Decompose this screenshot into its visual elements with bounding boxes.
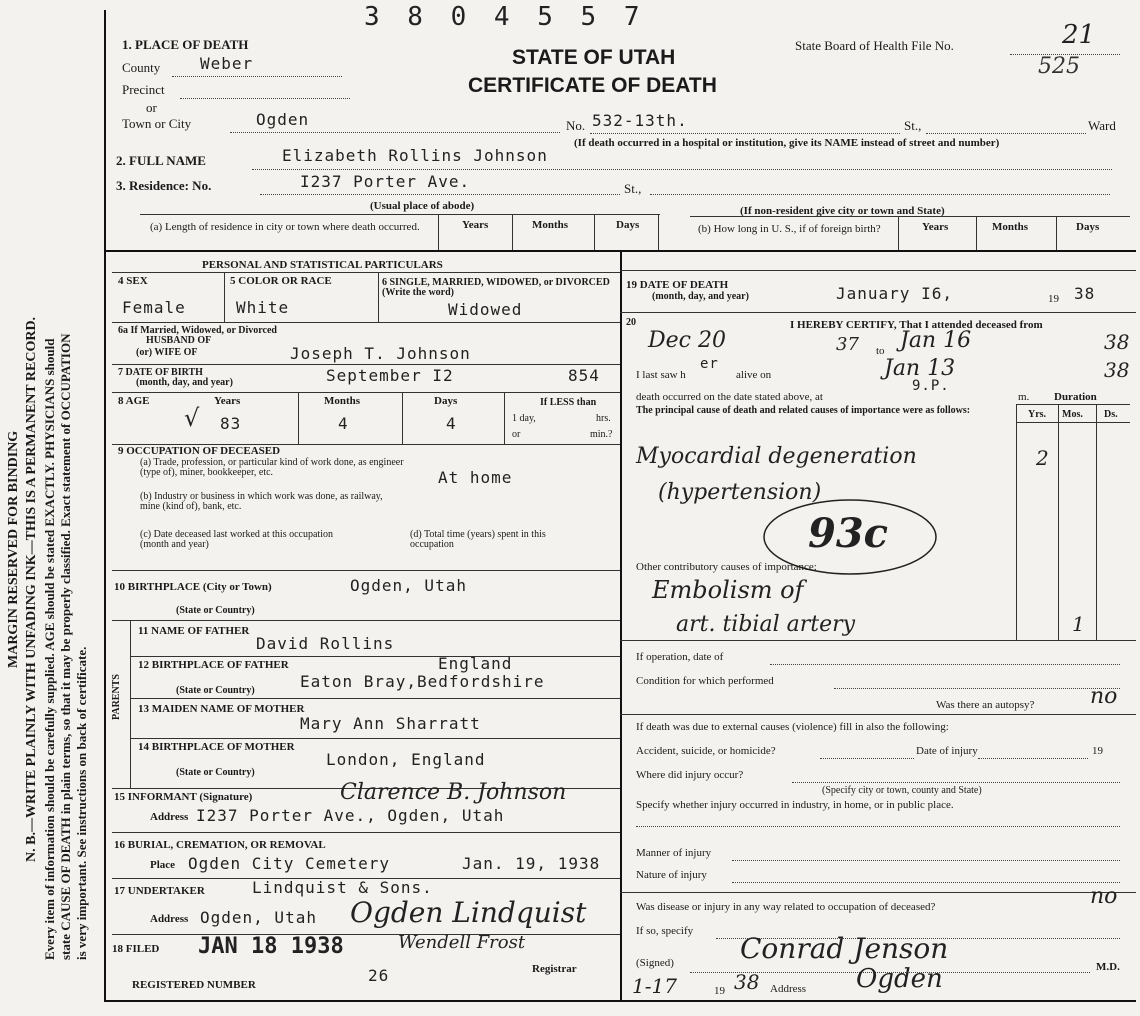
permanent-record-note: N. B.—WRITE PLAINLY WITH UNFADING INK—THIS IS A PERMANENT RECORD. bbox=[24, 316, 39, 862]
undertaker-value: Lindquist & Sons. bbox=[252, 878, 433, 897]
col-divider bbox=[594, 214, 595, 250]
last-alive-year: 38 bbox=[1104, 358, 1130, 382]
duration-grid-col bbox=[1058, 404, 1059, 640]
occupation-value: At home bbox=[438, 468, 513, 487]
to-label: to bbox=[876, 345, 885, 357]
sex-value: Female bbox=[122, 298, 186, 317]
col-divider bbox=[898, 216, 899, 250]
instruction-line-1: Every item of information should be carefully supplied. AGE should be stated EXACTLY. PHYSICIANS should bbox=[42, 338, 57, 960]
physician-address-label: Address bbox=[770, 983, 807, 995]
col-divider bbox=[378, 272, 379, 322]
autopsy-label: Was there an autopsy? bbox=[936, 699, 1035, 711]
cause-code: 93c bbox=[808, 510, 889, 557]
col-divider bbox=[402, 392, 403, 444]
age-checkmark: √ bbox=[184, 404, 200, 432]
alive-on-label: alive on bbox=[736, 369, 772, 381]
usual-abode-note: (Usual place of abode) bbox=[370, 200, 475, 212]
parents-box-left bbox=[130, 620, 131, 788]
row-line bbox=[620, 640, 1136, 641]
contributory-cause-2: art. tibial artery bbox=[676, 612, 856, 637]
residence-years-label: Years bbox=[462, 219, 489, 231]
burial-place-value: Ogden City Cemetery bbox=[188, 854, 391, 873]
dob-label: 7 DATE OF BIRTH bbox=[118, 367, 203, 378]
date-of-death-value: January I6, bbox=[836, 284, 953, 303]
row-line bbox=[112, 832, 620, 833]
industry-line bbox=[636, 826, 1120, 827]
mother-name-value: Mary Ann Sharratt bbox=[300, 714, 481, 733]
registrar-signature: Wendell Frost bbox=[398, 932, 526, 953]
signature-year-prefix: 19 bbox=[714, 985, 725, 997]
state-heading: STATE OF UTAH bbox=[512, 46, 676, 69]
row-line bbox=[620, 312, 1136, 313]
signature-date: 1-17 bbox=[632, 974, 677, 998]
binding-margin bbox=[0, 0, 100, 1016]
age-min-label: min.? bbox=[590, 429, 613, 440]
date-of-death-sub: (month, day, and year) bbox=[652, 291, 749, 302]
last-saw-er: er bbox=[700, 356, 719, 372]
age-or-label: or bbox=[512, 429, 521, 440]
m-label: m. bbox=[1018, 391, 1030, 403]
mother-birthplace-value: London, England bbox=[326, 750, 486, 769]
father-birthplace-value: Eaton Bray,Bedfordshire bbox=[300, 672, 545, 691]
birthplace-value: Ogden, Utah bbox=[350, 576, 467, 595]
condition-line bbox=[834, 688, 1120, 689]
death-year-value: 38 bbox=[1074, 284, 1096, 303]
manner-label: Manner of injury bbox=[636, 847, 712, 859]
physician-address: Ogden bbox=[856, 964, 943, 994]
injury-date-line bbox=[978, 758, 1088, 759]
duration-yrs-label: Yrs. bbox=[1028, 409, 1047, 420]
mother-birthplace-sub: (State or Country) bbox=[176, 767, 255, 778]
residence-line bbox=[260, 194, 620, 195]
or-label: or bbox=[146, 100, 157, 115]
where-injury-line bbox=[792, 782, 1120, 783]
occupation-c-label: (c) Date deceased last worked at this occupation (month and year) bbox=[140, 529, 333, 550]
dob-sub: (month, day, and year) bbox=[136, 377, 233, 388]
full-name-line bbox=[252, 169, 1112, 170]
age-hrs-label: hrs. bbox=[596, 413, 611, 424]
residence-city-line bbox=[650, 194, 1110, 195]
spouse-value: Joseph T. Johnson bbox=[290, 344, 471, 363]
occupation-related-answer: no bbox=[1090, 884, 1118, 909]
contributory-label: Other contributory causes of importance: bbox=[636, 561, 817, 573]
file-number-label: State Board of Health File No. bbox=[795, 38, 954, 53]
column-divider bbox=[620, 250, 622, 1000]
non-resident-note: (If non-resident give city or town and State) bbox=[740, 205, 945, 217]
length-residence-label: (a) Length of residence in city or town where death occurred. bbox=[150, 221, 420, 233]
age-label: 8 AGE bbox=[118, 395, 150, 407]
manner-line bbox=[732, 860, 1120, 861]
last-saw-label: I last saw h bbox=[636, 369, 686, 381]
age-days-value: 4 bbox=[446, 414, 457, 433]
specify-city-note: (Specify city or town, county and State) bbox=[822, 785, 982, 796]
row-line bbox=[112, 272, 620, 273]
filed-date-stamp: JAN 18 1938 bbox=[198, 934, 344, 959]
instruction-line-3: is very important. See instructions on back of certificate. bbox=[74, 646, 89, 960]
duration-grid-left bbox=[1016, 404, 1017, 640]
contributory-cause-months: 1 bbox=[1072, 612, 1085, 636]
signature-year: 38 bbox=[734, 970, 760, 994]
injury-year-prefix: 19 bbox=[1092, 745, 1103, 757]
precinct-line bbox=[180, 98, 350, 99]
age-day-label: 1 day, bbox=[512, 413, 536, 424]
primary-cause-years: 2 bbox=[1036, 446, 1049, 470]
spouse-label-2: HUSBAND OF bbox=[146, 335, 212, 346]
stamp-number: 3 8 0 4 5 5 7 bbox=[364, 2, 646, 32]
filed-label: 18 FILED bbox=[112, 943, 160, 955]
dob-year: 854 bbox=[568, 366, 600, 385]
precinct-label: Precinct bbox=[122, 82, 165, 97]
full-name-label: 2. FULL NAME bbox=[116, 153, 206, 168]
col-divider bbox=[224, 272, 225, 322]
mother-name-label: 13 MAIDEN NAME OF MOTHER bbox=[138, 703, 305, 715]
duration-mos-label: Mos. bbox=[1062, 409, 1083, 420]
row-line bbox=[620, 714, 1136, 715]
injury-date-label: Date of injury bbox=[916, 745, 978, 757]
autopsy-answer: no bbox=[1090, 684, 1118, 709]
attended-to-year: 38 bbox=[1104, 330, 1130, 354]
where-injury-label: Where did injury occur? bbox=[636, 769, 744, 781]
condition-label: Condition for which performed bbox=[636, 675, 774, 687]
ward-line bbox=[926, 133, 1086, 134]
color-value: White bbox=[236, 298, 290, 317]
row-line bbox=[112, 392, 620, 393]
occupation-related-label: Was disease or injury in any way related to occupation of deceased? bbox=[636, 901, 936, 913]
residence-value: I237 Porter Ave. bbox=[300, 172, 471, 191]
father-birthplace-country: England bbox=[438, 654, 513, 673]
accident-label: Accident, suicide, or homicide? bbox=[636, 745, 776, 757]
occupation-d-label: (d) Total time (years) spent in this occupation bbox=[410, 529, 546, 550]
accident-line bbox=[820, 758, 914, 759]
occupation-b-label: (b) Industry or business in which work was done, as railway, mine (kind of), bank, etc. bbox=[140, 491, 383, 512]
birthplace-label: 10 BIRTHPLACE (City or Town) bbox=[114, 581, 272, 593]
informant-signature: Clarence B. Johnson bbox=[340, 780, 567, 805]
undertaker-label: 17 UNDERTAKER bbox=[114, 885, 205, 897]
residence-street-label: St., bbox=[624, 181, 642, 196]
registered-number-value: 26 bbox=[368, 966, 390, 985]
nature-label: Nature of injury bbox=[636, 869, 707, 881]
certify-text: I HEREBY CERTIFY, That I attended deceased from bbox=[790, 319, 1043, 331]
signed-label: (Signed) bbox=[636, 957, 674, 969]
col-divider bbox=[1056, 216, 1057, 250]
father-birthplace-sub: (State or Country) bbox=[176, 685, 255, 696]
county-line bbox=[172, 76, 342, 77]
foreign-birth-label: (b) How long in U. S., if of foreign birth? bbox=[698, 223, 881, 235]
spouse-label-1: 6a If Married, Widowed, or Divorced bbox=[118, 325, 277, 336]
town-value: Ogden bbox=[256, 110, 310, 129]
registrar-label: Registrar bbox=[532, 963, 577, 975]
age-less-than-label: If LESS than bbox=[540, 397, 597, 408]
operation-label: If operation, date of bbox=[636, 651, 724, 663]
physician-signature: Conrad Jenson bbox=[740, 932, 949, 965]
certificate-title: CERTIFICATE OF DEATH bbox=[468, 74, 717, 97]
us-days-label: Days bbox=[1076, 221, 1100, 233]
external-causes-label: If death was due to external causes (violence) fill in also the following: bbox=[636, 721, 949, 733]
burial-place-label: Place bbox=[150, 859, 176, 871]
burial-date-value: Jan. 19, 1938 bbox=[462, 854, 601, 873]
last-alive-date: Jan 13 bbox=[884, 356, 956, 381]
birthplace-state-label: (State or Country) bbox=[176, 605, 255, 616]
occupation-a-label: (a) Trade, profession, or particular kind of work done, as engineer (type of), miner, bookkeeper, etc. bbox=[140, 457, 404, 478]
col-divider bbox=[512, 214, 513, 250]
secondary-cause: (hypertension) bbox=[658, 480, 822, 505]
residence-days-label: Days bbox=[616, 219, 640, 231]
parents-side-label: PARENTS bbox=[111, 674, 122, 720]
col-divider bbox=[504, 392, 505, 444]
instruction-line-2: state CAUSE OF DEATH in plain terms, so that it may be properly classified. Exact statement of OCCUPATION bbox=[58, 333, 73, 960]
street-line bbox=[590, 133, 900, 134]
death-year-prefix: 19 bbox=[1048, 293, 1059, 305]
row-line bbox=[620, 892, 1136, 893]
principal-cause-label: The principal cause of death and related causes of importance were as follows: bbox=[636, 405, 971, 416]
occurred-label: death occurred on the date stated above, at bbox=[636, 391, 823, 403]
hospital-note: (If death occurred in a hospital or institution, give its NAME instead of street and number) bbox=[574, 137, 1000, 149]
marital-label: 6 SINGLE, MARRIED, WIDOWED, or DIVORCED (Write the word) bbox=[382, 277, 610, 298]
street-no-value: 532-13th. bbox=[592, 111, 688, 130]
attended-to-date: Jan 16 bbox=[900, 328, 972, 353]
operation-line bbox=[770, 664, 1120, 665]
spouse-label-3: (or) WIFE OF bbox=[136, 347, 198, 358]
undertaker-address-label: Address bbox=[150, 913, 189, 925]
age-years-label: Years bbox=[214, 395, 241, 407]
row-line bbox=[112, 322, 620, 323]
specify-industry-label: Specify whether injury occurred in industry, in home, or in public place. bbox=[636, 799, 954, 811]
informant-address-value: I237 Porter Ave., Ogden, Utah bbox=[196, 806, 505, 825]
dob-value: September I2 bbox=[326, 366, 454, 385]
undertaker-address-value: Ogden, Utah bbox=[200, 908, 317, 927]
age-days-label: Days bbox=[434, 395, 458, 407]
informant-address-label: Address bbox=[150, 811, 189, 823]
residence-box-top bbox=[140, 214, 660, 215]
row-line bbox=[112, 934, 620, 935]
contributory-cause-1: Embolism of bbox=[652, 576, 804, 604]
color-label: 5 COLOR OR RACE bbox=[230, 275, 332, 287]
marital-value: Widowed bbox=[448, 300, 523, 319]
street-label: St., bbox=[904, 118, 922, 133]
occupation-label: 9 OCCUPATION OF DECEASED bbox=[118, 445, 281, 457]
col-divider bbox=[976, 216, 977, 250]
primary-cause: Myocardial degeneration bbox=[636, 444, 917, 469]
personal-heading: PERSONAL AND STATISTICAL PARTICULARS bbox=[202, 259, 443, 271]
margin-reserved-text: MARGIN RESERVED FOR BINDING bbox=[6, 430, 21, 668]
residence-months-label: Months bbox=[532, 219, 569, 231]
duration-grid-col bbox=[1096, 404, 1097, 640]
age-months-value: 4 bbox=[338, 414, 349, 433]
town-line bbox=[230, 132, 560, 133]
death-time-value: 9.P. bbox=[912, 378, 950, 394]
us-years-label: Years bbox=[922, 221, 949, 233]
place-of-death-heading: 1. PLACE OF DEATH bbox=[122, 37, 249, 52]
date-of-death-label: 19 DATE OF DEATH bbox=[626, 279, 729, 291]
town-label: Town or City bbox=[122, 116, 192, 131]
duration-grid-row bbox=[1016, 422, 1130, 423]
burial-label: 16 BURIAL, CREMATION, OR REMOVAL bbox=[114, 839, 326, 851]
us-box-top bbox=[690, 216, 1130, 217]
nature-line bbox=[732, 882, 1120, 883]
undertaker-signature: Ogden Lindquist bbox=[350, 896, 587, 929]
file-number: 21 bbox=[1062, 20, 1096, 50]
us-months-label: Months bbox=[992, 221, 1029, 233]
row-line bbox=[130, 738, 620, 739]
row-line bbox=[112, 620, 620, 621]
attended-from-year: 37 bbox=[836, 334, 859, 355]
county-value: Weber bbox=[200, 54, 254, 73]
duration-ds-label: Ds. bbox=[1104, 409, 1118, 420]
row-line bbox=[130, 698, 620, 699]
county-label: County bbox=[122, 60, 161, 75]
row-line bbox=[112, 570, 620, 571]
age-months-label: Months bbox=[324, 395, 361, 407]
duration-label: Duration bbox=[1054, 391, 1097, 403]
age-years-value: 83 bbox=[220, 414, 242, 433]
registered-number-label: REGISTERED NUMBER bbox=[132, 979, 256, 991]
father-birthplace-label: 12 BIRTHPLACE OF FATHER bbox=[138, 659, 289, 671]
md-label: M.D. bbox=[1096, 961, 1120, 973]
col-divider bbox=[658, 214, 659, 250]
row-line bbox=[130, 656, 620, 657]
form-left-border bbox=[104, 10, 106, 1000]
mother-birthplace-label: 14 BIRTHPLACE OF MOTHER bbox=[138, 741, 295, 753]
ward-label: Ward bbox=[1088, 118, 1116, 133]
form-bottom-border bbox=[104, 1000, 1136, 1002]
informant-label: 15 INFORMANT (Signature) bbox=[114, 791, 253, 803]
father-name-value: David Rollins bbox=[256, 634, 395, 653]
duration-grid-top bbox=[1016, 404, 1130, 405]
row-line bbox=[112, 364, 620, 365]
father-name-label: 11 NAME OF FATHER bbox=[138, 625, 250, 637]
col-divider bbox=[438, 214, 439, 250]
col-divider bbox=[298, 392, 299, 444]
residence-label: 3. Residence: No. bbox=[116, 178, 212, 193]
certify-number: 20 bbox=[626, 317, 636, 328]
attended-from-date: Dec 20 bbox=[648, 328, 726, 353]
file-number-secondary: 525 bbox=[1038, 54, 1080, 79]
if-so-label: If so, specify bbox=[636, 925, 694, 937]
street-no-label: No. bbox=[566, 118, 586, 133]
row-line bbox=[620, 270, 1136, 271]
sex-label: 4 SEX bbox=[118, 275, 148, 287]
full-name-value: Elizabeth Rollins Johnson bbox=[282, 146, 548, 165]
